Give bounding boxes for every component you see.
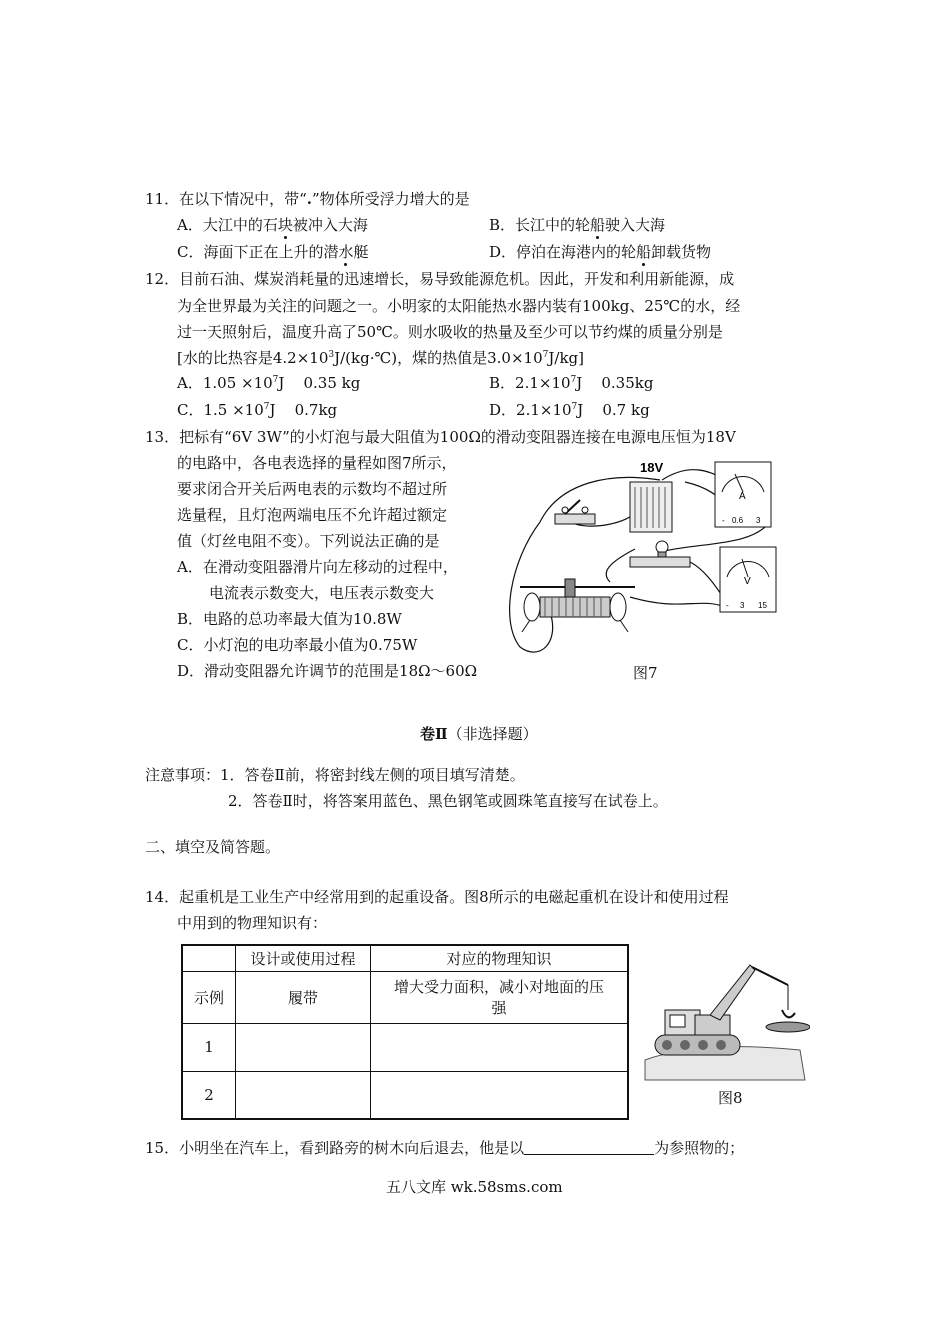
ammeter-scale-3: 3 xyxy=(756,516,761,525)
row-label: 1 xyxy=(182,1023,236,1071)
crane-icon xyxy=(655,965,810,1055)
section-heading: 二、填空及简答题。 xyxy=(145,838,281,856)
table-row xyxy=(182,1071,628,1119)
voltmeter-scale-minus: - xyxy=(726,601,729,610)
ammeter-scale-minus: - xyxy=(722,516,725,525)
q13-line2: 的电路中，各电表选择的量程如图7所示， xyxy=(177,454,457,472)
q15-answer-blank[interactable] xyxy=(524,1140,654,1155)
q14-line2: 中用到的物理知识有： xyxy=(177,914,328,932)
q14-table xyxy=(181,944,629,1120)
wire-2 xyxy=(662,470,720,480)
q13-line4: 选量程，且灯泡两端电压不允许超过额定 xyxy=(177,506,448,524)
q11-option-c: C．海面下正在上升的潜水艇 xyxy=(177,243,369,261)
table-row xyxy=(182,971,628,1023)
q12-line2: 为全世界最为关注的问题之一。小明家的太阳能热水器内装有100kg、25℃的水，经 xyxy=(177,297,741,315)
notice-2: 2．答卷Ⅱ时，将答案用蓝色、黑色钢笔或圆珠笔直接写在试卷上。 xyxy=(228,792,668,810)
q13-option-d: D．滑动变阻器允许调节的范围是18Ω～60Ω xyxy=(177,662,478,680)
battery-label: 18V xyxy=(640,460,664,475)
voltmeter-letter: V xyxy=(744,576,751,587)
q13-line1: 13．把标有“6V 3W”的小灯泡与最大阻值为100Ω的滑动变阻器连接在电源电压恒为18V xyxy=(145,428,736,446)
table-header-cell xyxy=(182,945,236,971)
battery-icon xyxy=(630,482,672,532)
q13-line5: 值（灯丝电阻不变）。下列说法正确的是 xyxy=(177,532,440,550)
row-label: 示例 xyxy=(182,971,236,1023)
q12-line4: [水的比热容是$4.2\times 10^3J/(kg\cdot℃)$，煤的热值是$3.0\times 10^7J/kg$] xyxy=(177,349,584,367)
row-knowledge[interactable] xyxy=(371,1071,629,1119)
q12-line3: 过一天照射后，温度升高了50℃。则水吸收的热量及至少可以节约煤的质量分别是 xyxy=(177,323,723,341)
row-process[interactable] xyxy=(236,1071,371,1119)
voltmeter-scale-15: 15 xyxy=(758,601,767,610)
q12-option-b: B．$2.1\times 10^7J$ 0.35kg xyxy=(489,374,654,392)
lamp-icon xyxy=(630,541,690,567)
q11-option-a: A．大江中的石块被冲入大海 xyxy=(177,216,368,234)
q15-line: 15．小明坐在汽车上，看到路旁的树木向后退去，他是以 为参照物的； xyxy=(145,1139,745,1157)
q12-option-c: C．$1.5 \times 10^7J$ 0.7kg xyxy=(177,401,338,419)
figure8-caption: 图8 xyxy=(718,1089,743,1107)
rheostat-icon xyxy=(520,579,635,632)
table-header-row xyxy=(182,945,628,971)
table-header-cell: 对应的物理知识 xyxy=(371,945,629,971)
q12-option-d: D．$2.1\times 10^7J$ 0.7 kg xyxy=(489,401,650,419)
q14-line1: 14．起重机是工业生产中经常用到的起重设备。图8所示的电磁起重机在设计和使用过程 xyxy=(145,888,729,906)
figure7-caption: 图7 xyxy=(633,664,658,682)
wire-7 xyxy=(630,597,725,607)
q12-option-a: A．$1.05 \times 10^7J$ 0.35 kg xyxy=(177,374,361,392)
q13-option-b: B．电路的总功率最大值为10.8W xyxy=(177,610,402,628)
row-process[interactable] xyxy=(236,1023,371,1071)
q13-option-c: C．小灯泡的电功率最小值为0.75W xyxy=(177,636,418,654)
table-header-cell: 设计或使用过程 xyxy=(236,945,371,971)
q13-option-a-line1: A．在滑动变阻器滑片向左移动的过程中， xyxy=(177,558,458,576)
circuit-figure xyxy=(500,452,800,667)
notice-1: 注意事项：1．答卷Ⅱ前，将密封线左侧的项目填写清楚。 xyxy=(145,766,525,784)
q11-option-d: D．停泊在海港内的轮船卸载货物 xyxy=(489,243,712,261)
q11-option-b: B．长江中的轮船驶入大海 xyxy=(489,216,666,234)
q13-line3: 要求闭合开关后两电表的示数均不超过所 xyxy=(177,480,448,498)
footer: 五八文库 wk.58sms.com xyxy=(386,1178,563,1196)
row-knowledge[interactable] xyxy=(371,1023,629,1071)
voltmeter-scale-3: 3 xyxy=(740,601,745,610)
q11-stem: 11．在以下情况中，带“.”物体所受浮力增大的是 xyxy=(145,190,470,208)
row-label: 2 xyxy=(182,1071,236,1119)
q13-option-a-line2: 电流表示数变大，电压表示数变大 xyxy=(209,584,435,602)
table-row xyxy=(182,1023,628,1071)
ammeter-letter: A xyxy=(739,491,746,502)
row-knowledge: 增大受力面积，减小对地面的压 强 xyxy=(371,971,629,1023)
crane-figure xyxy=(640,955,810,1085)
q12-line1: 12．目前石油、煤炭消耗量的迅速增长，易导致能源危机。因此，开发和利用新能源，成 xyxy=(145,270,735,288)
ammeter-scale-0.6: 0.6 xyxy=(732,516,744,525)
part2-title: 卷Ⅱ（非选择题） xyxy=(420,725,538,743)
switch-icon xyxy=(555,500,595,524)
row-process: 履带 xyxy=(236,971,371,1023)
